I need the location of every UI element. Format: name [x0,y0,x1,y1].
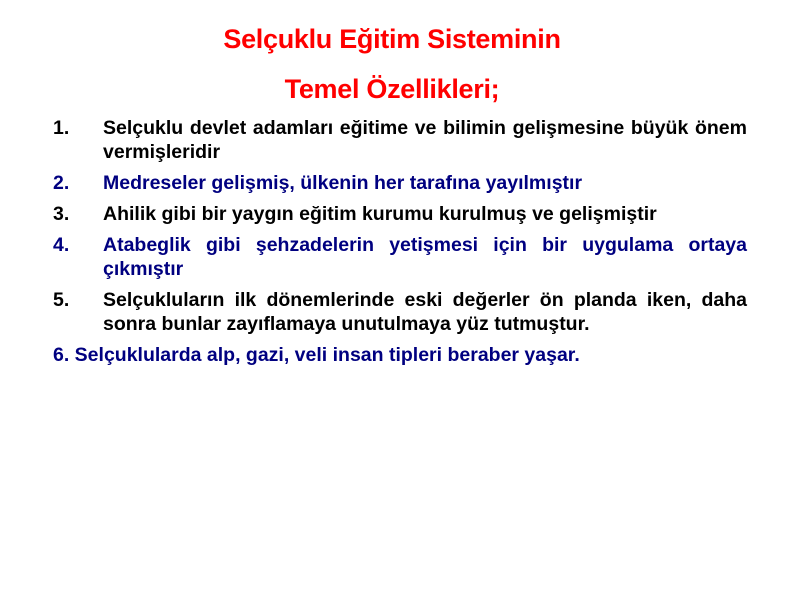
feature-list [53,116,747,367]
list-item-number: 1. [53,117,70,139]
list-item-number: 3. [53,203,70,225]
slide-title-line-2: Temel Özellikleri; [284,74,500,104]
list-item-text: Ahilik gibi bir yaygın eğitim kurumu kurulmuş ve gelişmiştir [103,203,657,225]
list-item-text: Atabeglik gibi şehzadelerin yetişmesi için bir uygulama ortaya çıkmıştır [103,234,747,280]
list-item-3 [53,202,747,226]
list-item-number: 5. [53,289,70,311]
list-item-6: 6. Selçuklularda alp, gazi, veli insan tipleri beraber yaşar. [53,344,580,366]
list-item-1 [53,116,747,164]
list-item-text: Selçukluların ilk dönemlerinde eski değerler ön planda iken, daha sonra bunlar zayıflamaya unutulmaya yüz tutmuştur. [103,289,747,335]
list-item-number: 4. [53,234,70,256]
list-item-number: 2. [53,172,70,194]
list-item-text: Medreseler gelişmiş, ülkenin her tarafına yayılmıştır [103,172,583,194]
list-item-2 [53,171,747,195]
list-item-text: Selçuklu devlet adamları eğitime ve bilimin gelişmesine büyük önem vermişleridir [103,117,747,163]
list-item-4 [53,233,747,281]
list-item-5 [53,288,747,336]
slide-title-line-1: Selçuklu Eğitim Sisteminin [223,24,561,54]
